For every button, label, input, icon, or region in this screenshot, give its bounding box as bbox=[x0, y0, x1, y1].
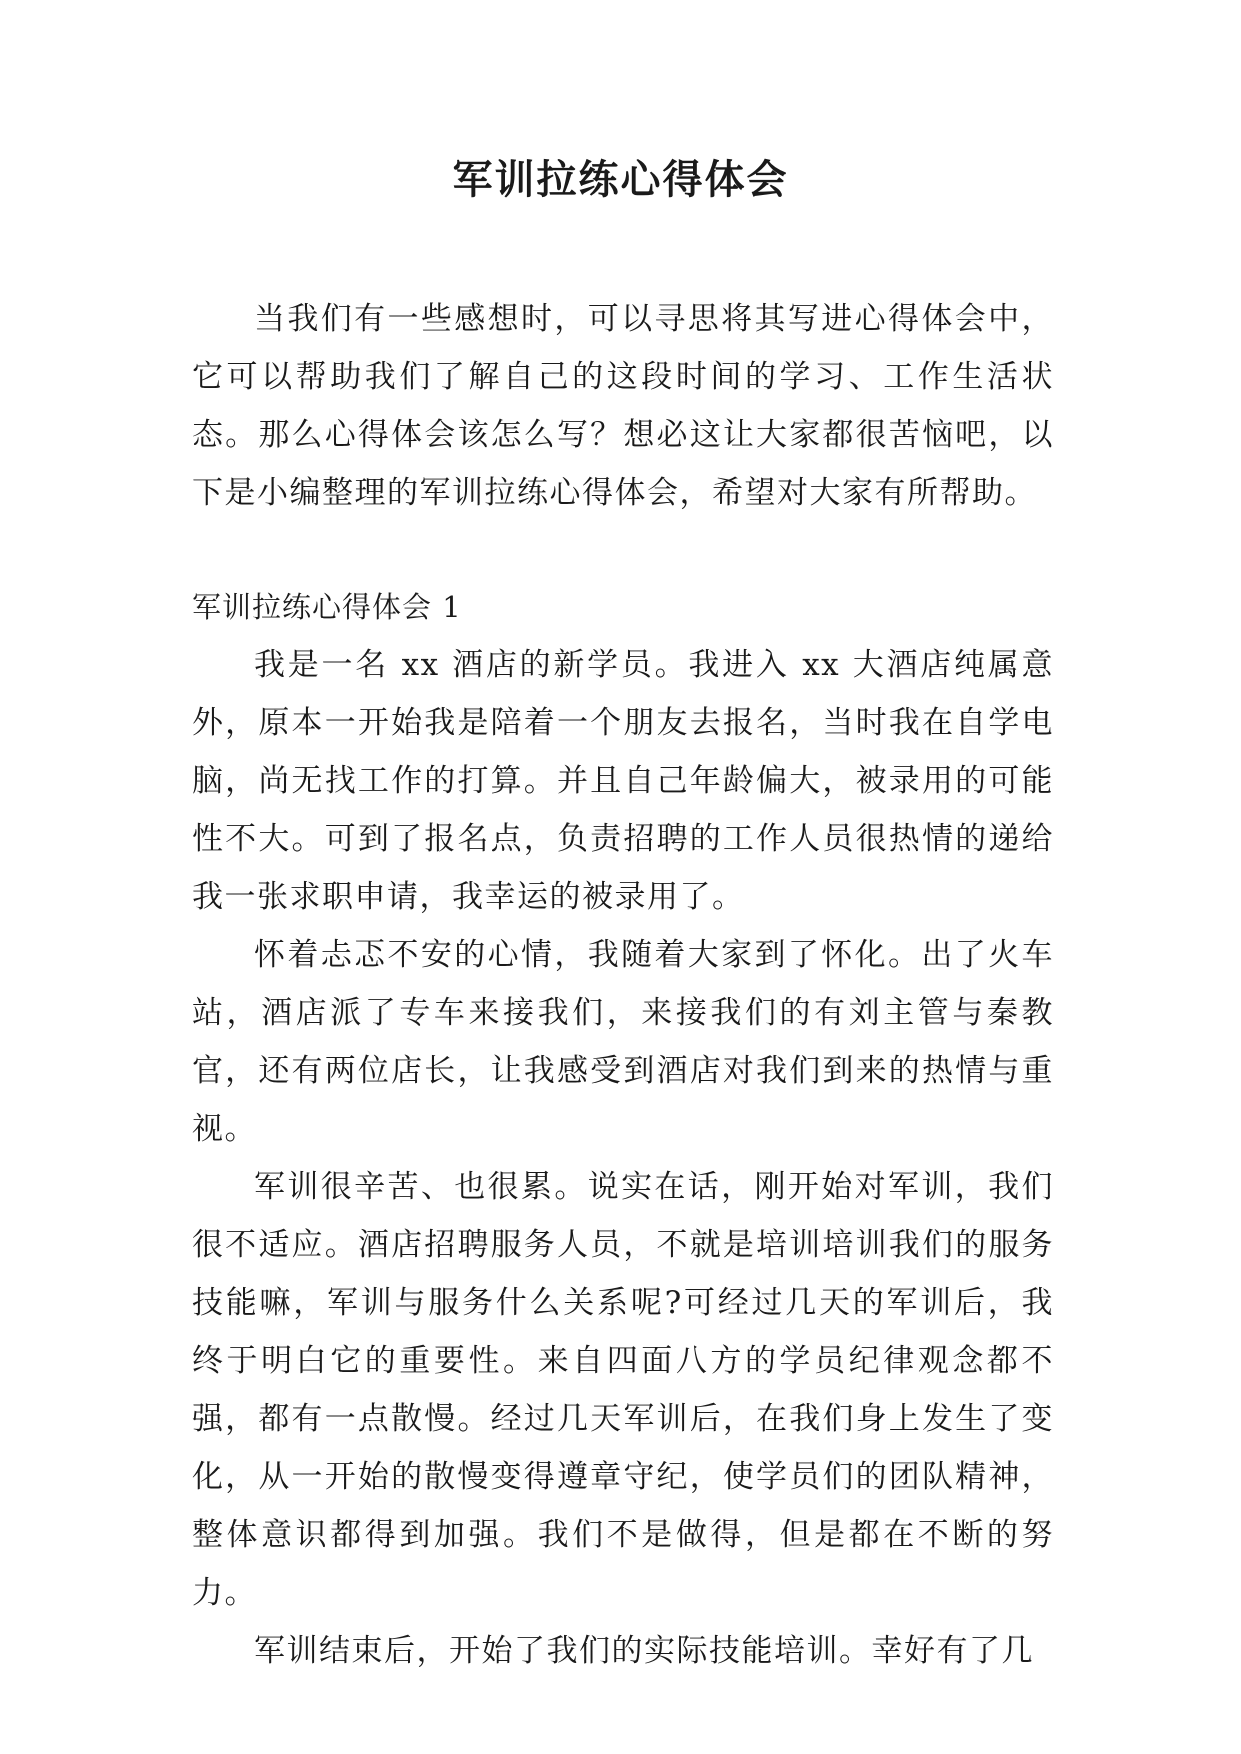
document-body bbox=[192, 290, 1054, 1680]
body-paragraph: 怀着忐忑不安的心情，我随着大家到了怀化。出了火车站，酒店派了专车来接我们，来接我们的有刘主管与秦教官，还有两位店长，让我感受到酒店对我们到来的热情与重视。 bbox=[192, 937, 1054, 1147]
document-title: 军训拉练心得体会 bbox=[452, 156, 789, 203]
section-heading: 军训拉练心得体会 1 bbox=[192, 590, 462, 624]
body-paragraph: 我是一名 xx 酒店的新学员。我进入 xx 大酒店纯属意外，原本一开始我是陪着一个朋友去报名，当时我在自学电脑，尚无找工作的打算。并且自己年龄偏大，被录用的可能性不大。可到了报名点，负责招聘的工作人员很热情的递给我一张求职申请，我幸运的被录用了。 bbox=[192, 647, 1054, 915]
body-paragraph: 军训很辛苦、也很累。说实在话，刚开始对军训，我们很不适应。酒店招聘服务人员，不就是培训培训我们的服务技能嘛，军训与服务什么关系呢?可经过几天的军训后，我终于明白它的重要性。来自四面八方的学员纪律观念都不强，都有一点散慢。经过几天军训后，在我们身上发生了变化，从一开始的散慢变得遵章守纪，使学员们的团队精神，整体意识都得到加强。我们不是做得，但是都在不断的努力。 bbox=[192, 1169, 1054, 1611]
body-paragraph: 军训结束后，开始了我们的实际技能培训。幸好有了几 bbox=[254, 1633, 1034, 1669]
intro-paragraph: 当我们有一些感想时，可以寻思将其写进心得体会中，它可以帮助我们了解自己的这段时间的学习、工作生活状态。那么心得体会该怎么写？想必这让大家都很苦恼吧，以下是小编整理的军训拉练心得体会，希望对大家有所帮助。 bbox=[192, 301, 1054, 511]
